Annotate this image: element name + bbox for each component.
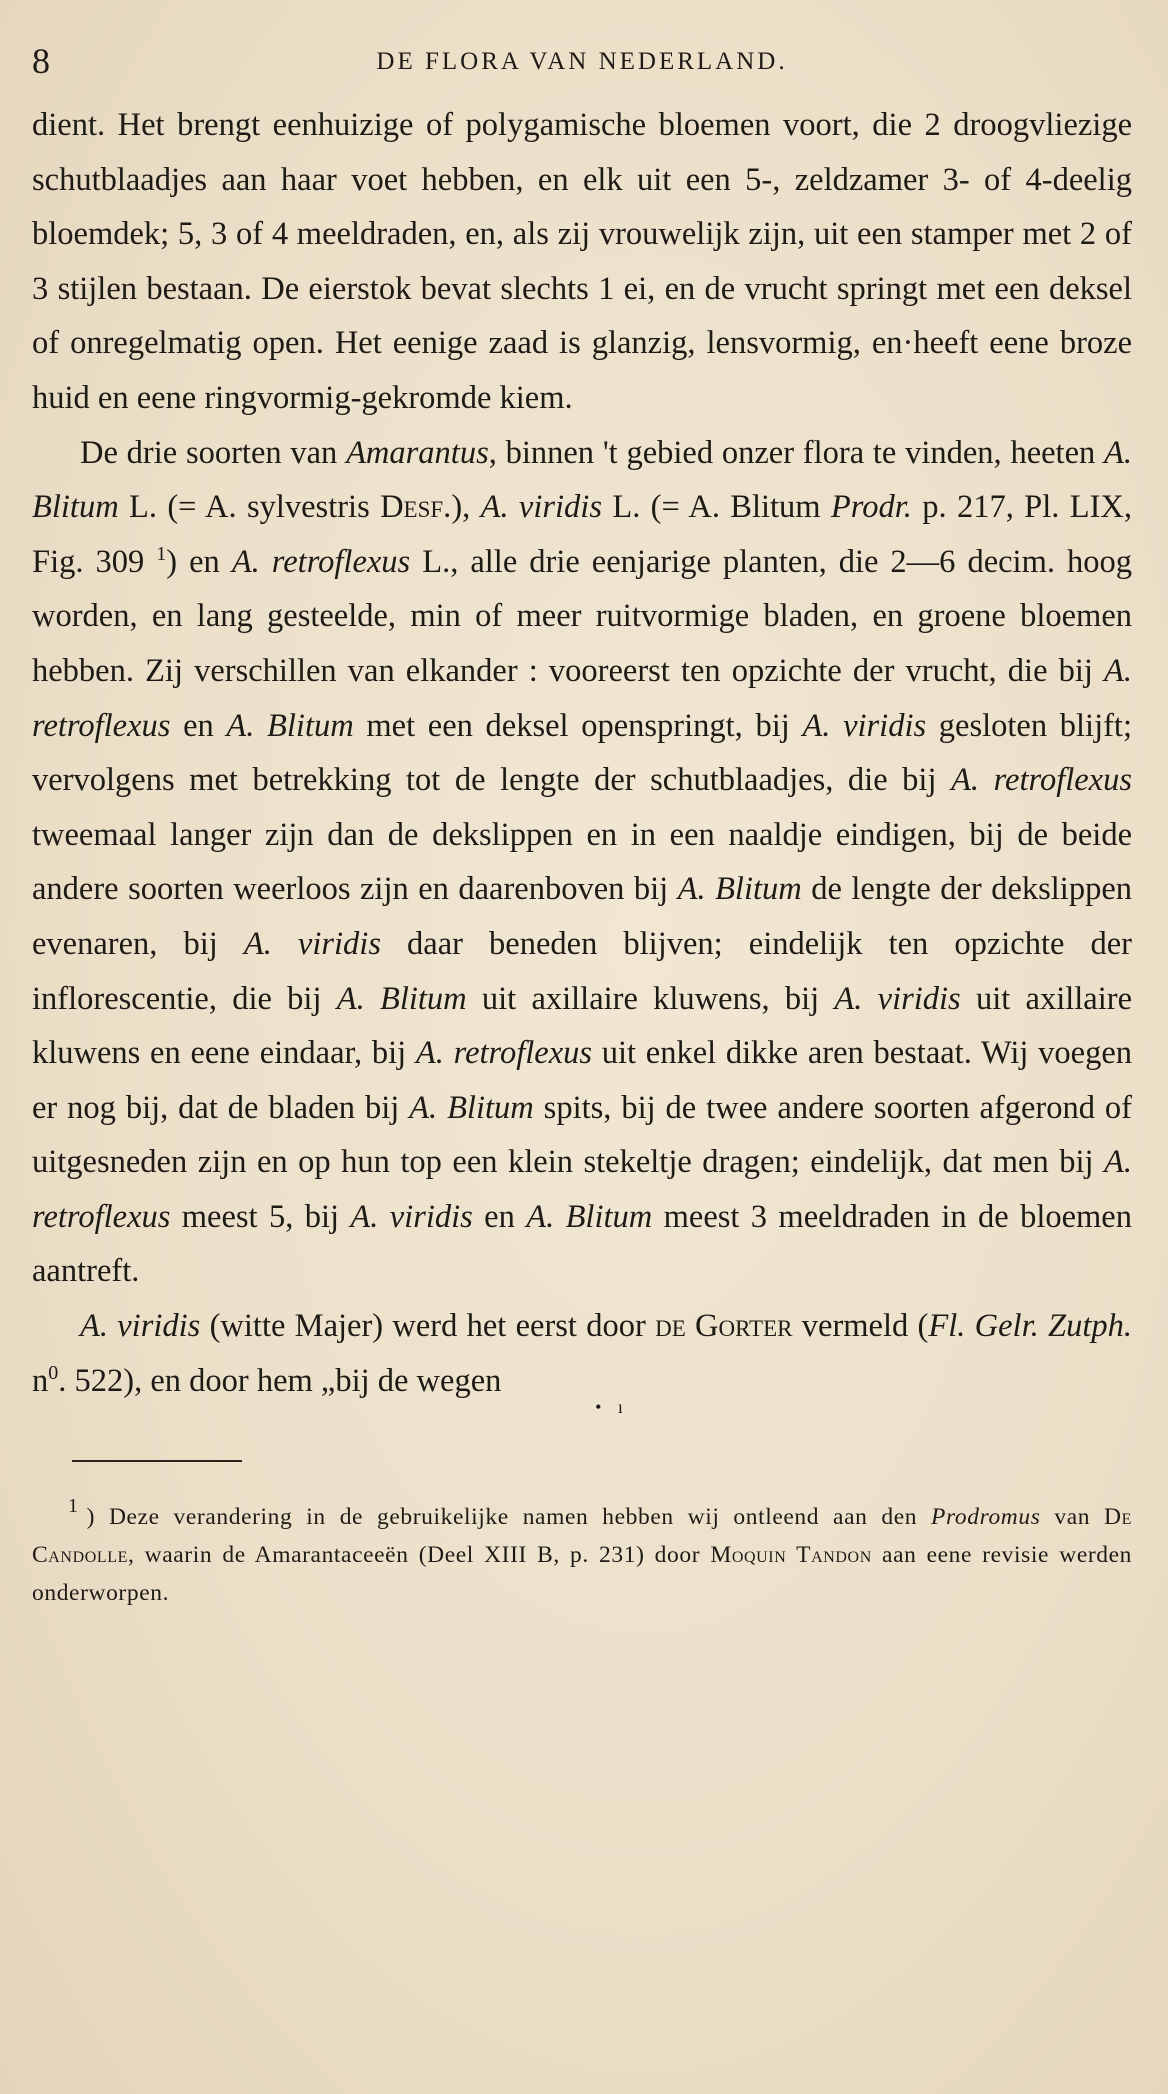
text-run: meest 3 meeldraden in de bloemen aantreft. xyxy=(32,1198,1132,1290)
text-run: ), xyxy=(451,489,481,526)
species-name: A. viridis xyxy=(834,980,961,1017)
work-title: Prodromus xyxy=(931,1504,1041,1531)
text-run: daar beneden blijven; eindelijk ten opzichte der inflorescentie, die bij xyxy=(32,925,1132,1017)
text-run: dient. Het brengt eenhuizige of polygamische bloemen voort, die 2 droogvliezige schutblaadjes aan haar voet hebben, en elk uit een 5-, zeldzamer 3- of 4-deelig bloemdek; 5, 3 of 4 meeldraden, en, als zij vrouwelijk zijn, uit een stamper met 2 of 3 stijlen bestaan. De eierstok bevat slechts 1 ei, en de vrucht springt met een deksel of onregelmatig open. Het eenige zaad is glanzig, lensvormig, en·heeft eene broze huid en eene ringvormig-gekromde kiem. xyxy=(32,107,1132,416)
species-name: A. Blitum xyxy=(677,871,802,908)
author-abbrev: Desf. xyxy=(380,489,452,526)
species-name: A. Blitum xyxy=(32,434,1132,526)
text-run: , waarin de Amarantaceeën (Deel XIII B, p. 231) door xyxy=(128,1542,711,1569)
species-name: A. viridis xyxy=(350,1198,473,1235)
body-text xyxy=(32,98,1132,1408)
text-run: meest 5, bij xyxy=(170,1198,351,1235)
book-page xyxy=(32,40,1132,1612)
text-run: L. (= A. Blitum xyxy=(602,489,831,526)
text-run: van xyxy=(1040,1504,1105,1531)
signature-marks: • ı xyxy=(595,1397,629,1418)
text-run: , binnen 't gebied onzer flora te vinden, heeten xyxy=(488,434,1105,471)
ordinal-mark: 0 xyxy=(48,1361,59,1384)
species-name: A. retroflexus xyxy=(231,543,411,580)
genus-name: Amarantus xyxy=(346,434,489,471)
text-run: L., alle drie eenjarige planten, die 2—6 decim. hoog worden, en lang gesteelde, min of meer ruitvormige bladen, en groene bloemen hebben. Zij verschillen van elkander : vooreerst ten opzichte der vrucht, die bij xyxy=(32,543,1132,689)
paragraph-1 xyxy=(32,98,1132,426)
footnote-rule xyxy=(72,1460,242,1462)
text-run: en xyxy=(170,707,227,744)
species-name: A. viridis xyxy=(80,1308,201,1345)
text-run: vermeld ( xyxy=(792,1308,929,1345)
text-run: L. (= A. sylvestris xyxy=(118,489,381,526)
species-name: A. viridis xyxy=(480,489,602,526)
species-name: A. retroflexus xyxy=(32,652,1132,744)
species-name: A. Blitum xyxy=(336,980,467,1017)
author-name: De Candolle xyxy=(32,1504,1132,1569)
footnote: $^1$ ) Deze verandering in de gebruikelijke namen hebben wij ontleend aan den Prodromus van De Candolle, waarin de Amarantaceeën (Deel XIII B, p. 231) door Moquin Tandon aan eene revisie werden onderworpen. xyxy=(32,1495,1133,1607)
text-run: De drie soorten van xyxy=(80,434,347,471)
author-name: Moquin Tandon xyxy=(710,1542,872,1569)
species-name: A. retroflexus xyxy=(32,1144,1132,1235)
text-run: n xyxy=(32,1362,49,1399)
text-run: ) Deze verandering in de gebruikelijke namen hebben wij ontleend aan den xyxy=(86,1504,932,1531)
species-name: A. Blitum xyxy=(526,1198,653,1235)
work-title: Prodr. xyxy=(830,489,912,526)
text-run: tweemaal langer zijn dan de dekslippen en in een naaldje eindigen, bij de beide andere soorten weerloos zijn en daarenboven bij xyxy=(32,816,1132,908)
page-number: 8 xyxy=(32,41,50,81)
text-run: . 522), en door hem „bij de wegen xyxy=(58,1362,502,1399)
text-run: en xyxy=(472,1198,527,1235)
text-run: uit axillaire kluwens en eene eindaar, bij xyxy=(32,980,1132,1072)
running-head xyxy=(32,40,1132,84)
running-title: DE FLORA VAN NEDERLAND. xyxy=(376,48,788,75)
species-name: A. viridis xyxy=(802,707,927,744)
species-name: A. viridis xyxy=(243,925,381,962)
footnote-reference: 1 xyxy=(156,542,167,565)
text-run: spits, bij de twee andere soorten afgerond of uitgesneden zijn en op hun top een klein stekeltje dragen; eindelijk, dat men bij xyxy=(32,1089,1132,1181)
text-run: (witte Majer) werd het eerst door xyxy=(200,1308,656,1345)
text-run: ) en xyxy=(166,543,232,580)
text-run: p. 217, Pl. LIX, Fig. 309 xyxy=(32,489,1132,580)
text-run: de lengte der dekslippen evenaren, bij xyxy=(32,871,1132,962)
species-name: A. Blitum xyxy=(409,1089,534,1126)
author-name: de Gorter xyxy=(655,1308,793,1345)
text-run: gesloten blijft; vervolgens met betrekking tot de lengte der schutblaadjes, die bij xyxy=(32,707,1132,799)
text-run: uit enkel dikke aren bestaat. Wij voegen er nog bij, dat de bladen bij xyxy=(32,1035,1132,1126)
species-name: A. Blitum xyxy=(226,707,354,744)
species-name: A. retroflexus xyxy=(951,762,1132,799)
text-run: met een deksel openspringt, bij xyxy=(353,707,803,744)
work-title: Fl. Gelr. Zutph. xyxy=(928,1308,1132,1345)
paragraph-2 xyxy=(32,426,1132,1300)
paragraph-3 xyxy=(32,1299,1132,1408)
text-run: uit axillaire kluwens, bij xyxy=(466,980,835,1017)
text-run: aan eene revisie werden onderworpen. xyxy=(32,1542,1133,1607)
species-name: A. retroflexus xyxy=(415,1035,593,1072)
